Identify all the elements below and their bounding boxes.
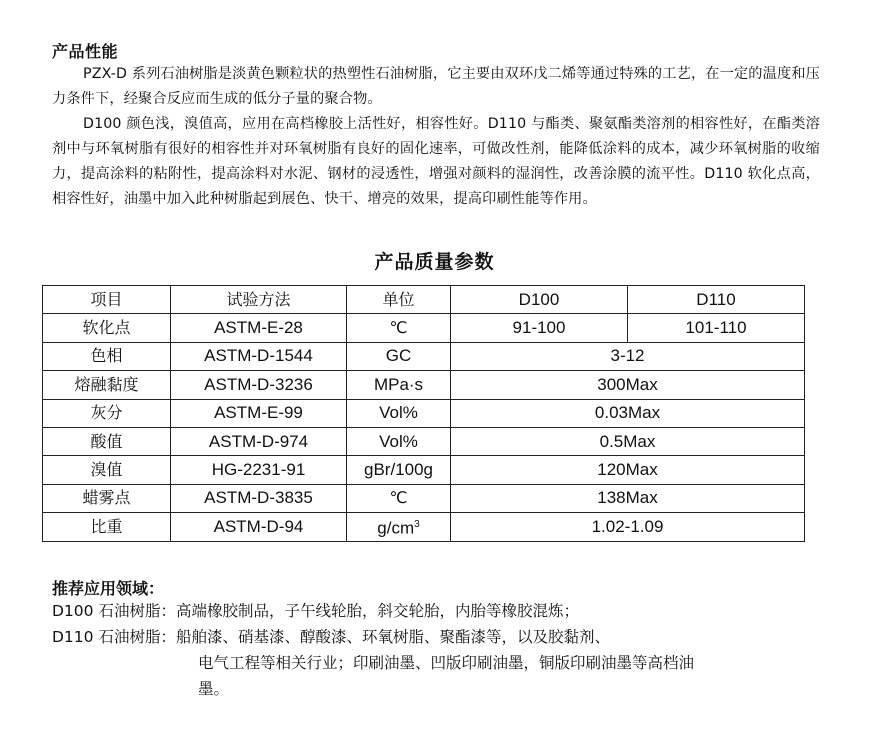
header-item: 项目: [43, 286, 171, 314]
cell-value: 1.02-1.09: [451, 513, 805, 541]
header-d110: D110: [628, 286, 805, 314]
paragraph-performance: D100 颜色浅，溴值高，应用在高档橡胶上活性好，相容性好。D110 与酯类、聚氨酯类溶剂的相容性好，在酯类溶剂中与环氧树脂有很好的相容性并对环氧树脂有良好的固化速率，可做改性剂，能降低涂料的成本，减少环氧树脂的收缩力，提高涂料的粘附性，提高涂料对水泥、钢材的浸透性，增强对颜料的湿润性，改善涂膜的流平性。D110 软化点高，相容性好，油墨中加入此种树脂起到展色、快干、增亮的效果，提高印刷性能等作用。: [52, 116, 820, 207]
cell-unit: ℃: [347, 484, 451, 512]
header-d100: D100: [451, 286, 628, 314]
table-title: 产品质量参数: [374, 251, 495, 273]
table-row: [43, 513, 805, 541]
cell-unit: ℃: [347, 314, 451, 342]
application-d110-continuation: 电气工程等相关行业；印刷油墨、凹版印刷油墨，铜版印刷油墨等高档油: [198, 654, 695, 672]
header-unit: 单位: [347, 286, 451, 314]
table-row: [43, 427, 805, 455]
application-d100: [52, 598, 579, 624]
cell-d100: 91-100: [451, 314, 628, 342]
applications-title: 推荐应用领域：: [52, 579, 165, 598]
table-header-row: [43, 286, 805, 314]
cell-unit: [347, 513, 451, 541]
table-row: [43, 342, 805, 370]
cell-item: 色相: [43, 342, 171, 370]
cell-unit: MPa·s: [347, 371, 451, 399]
table-row: [43, 399, 805, 427]
cell-value: 120Max: [451, 456, 805, 484]
cell-item: 熔融黏度: [43, 371, 171, 399]
header-method: 试验方法: [171, 286, 347, 314]
application-d100-text: 高端橡胶制品，子午线轮胎，斜交轮胎，内胎等橡胶混炼；: [175, 602, 579, 620]
cell-value: 0.5Max: [451, 427, 805, 455]
application-d110: [52, 624, 610, 650]
table-row: [43, 314, 805, 342]
cell-item: 蜡雾点: [43, 484, 171, 512]
table-row: [43, 456, 805, 484]
application-d110-text: 船舶漆、硝基漆、醇酸漆、环氧树脂、聚酯漆等，以及胶黏剂、: [175, 628, 610, 646]
cell-value: 300Max: [451, 371, 805, 399]
cell-value: 3-12: [451, 342, 805, 370]
table-row: [43, 371, 805, 399]
cell-method: ASTM-E-28: [171, 314, 347, 342]
cell-method: ASTM-D-3835: [171, 484, 347, 512]
unit-base: g/cm: [377, 518, 415, 538]
cell-unit: Vol%: [347, 399, 451, 427]
quality-parameters-table: [42, 285, 805, 542]
paragraph-intro: PZX-D 系列石油树脂是淡黄色颗粒状的热塑性石油树脂，它主要由双环戊二烯等通过特殊的工艺，在一定的温度和压力条件下，经聚合反应而生成的低分子量的聚合物。: [52, 66, 820, 107]
cell-method: ASTM-D-974: [171, 427, 347, 455]
section-title: 产品性能: [52, 42, 119, 61]
cell-value: 0.03Max: [451, 399, 805, 427]
cell-value: 138Max: [451, 484, 805, 512]
cell-method: ASTM-D-1544: [171, 342, 347, 370]
cell-item: 溴值: [43, 456, 171, 484]
cell-item: 软化点: [43, 314, 171, 342]
cell-method: HG-2231-91: [171, 456, 347, 484]
cell-item: 灰分: [43, 399, 171, 427]
cell-method: ASTM-D-94: [171, 513, 347, 541]
cell-d110: 101-110: [628, 314, 805, 342]
unit-superscript: 3: [414, 518, 420, 530]
cell-unit: gBr/100g: [347, 456, 451, 484]
application-d110-continuation: 墨。: [198, 680, 230, 698]
table-row: [43, 484, 805, 512]
cell-unit: GC: [347, 342, 451, 370]
application-d110-label: D110 石油树脂：: [52, 628, 176, 646]
cell-method: ASTM-E-99: [171, 399, 347, 427]
cell-item: 比重: [43, 513, 171, 541]
cell-method: ASTM-D-3236: [171, 371, 347, 399]
cell-unit: Vol%: [347, 427, 451, 455]
application-d100-label: D100 石油树脂：: [52, 602, 176, 620]
cell-item: 酸值: [43, 427, 171, 455]
